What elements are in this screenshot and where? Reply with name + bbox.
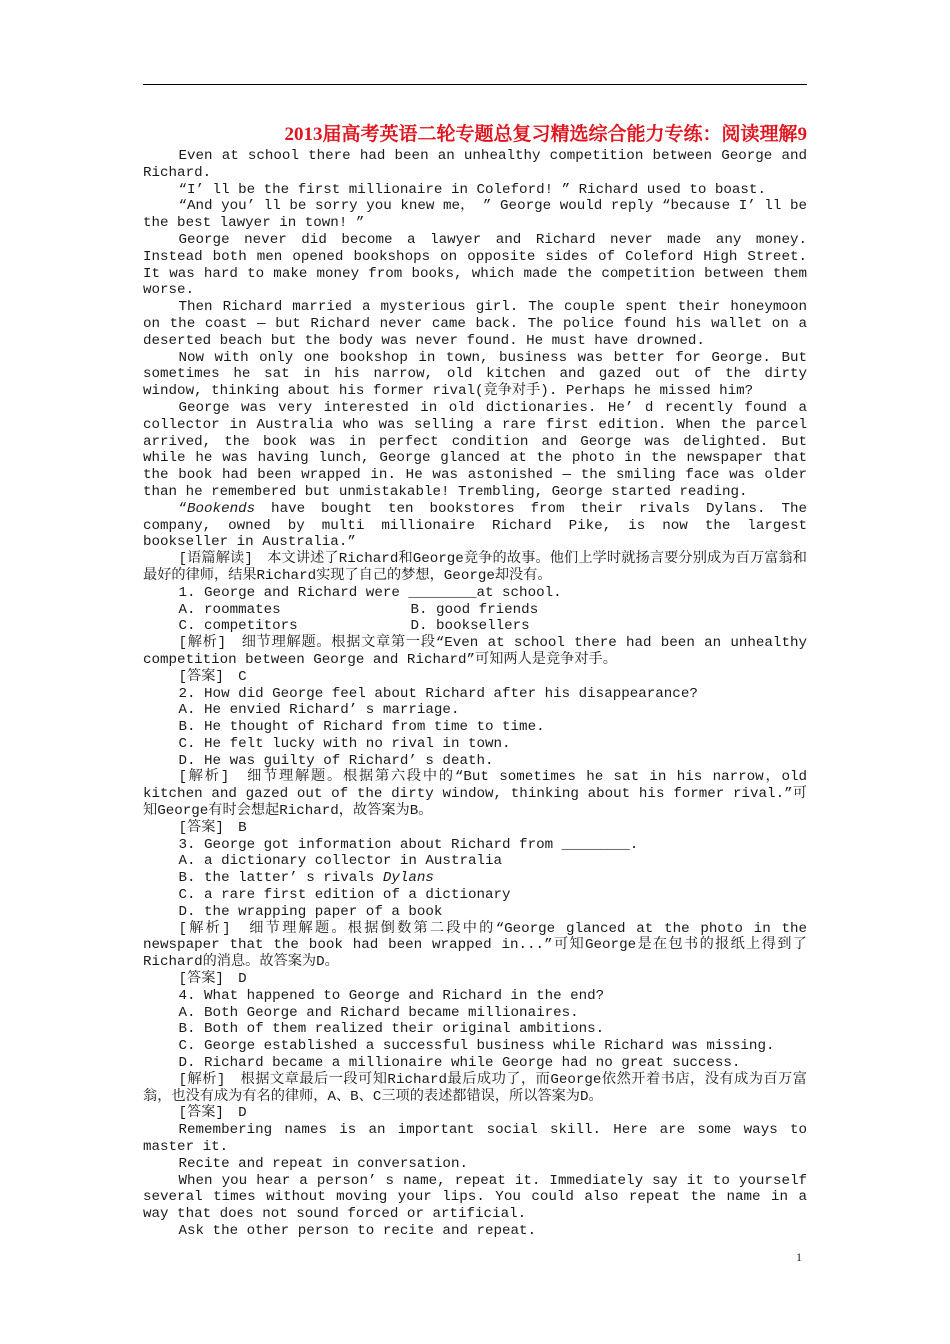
- option-c: C. competitors: [178, 618, 298, 635]
- paragraph: Then Richard married a mysterious girl. The couple spent their honeymoon on the coast — but Richard never came back. The police found his wallet on a deserted beach but the body was never found. He must have drowned.: [143, 299, 807, 349]
- passage-guide: [语篇解读] 本文讲述了Richard和George竞争的故事。他们上学时就扬言要分别成为百万富翁和最好的律师，结果Richard实现了自己的梦想，George却没有。: [143, 551, 807, 584]
- paragraph: Even at school there had been an unhealthy competition between George and Richard.: [143, 148, 807, 181]
- option-b-text: B. the latter’ s rivals: [178, 870, 383, 887]
- option-d: D. booksellers: [410, 618, 530, 635]
- option-d: D. He was guilty of Richard’ s death.: [178, 752, 494, 769]
- option-b: [143, 870, 807, 887]
- question-1-options-row-1: [143, 602, 807, 619]
- italic-name: Bookends: [187, 500, 256, 517]
- option-c: C. George established a successful business while Richard was missing.: [178, 1038, 775, 1055]
- question-3-answer: [答案] D: [178, 971, 247, 988]
- option-d: D. the wrapping paper of a book: [178, 903, 443, 920]
- question-2-stem: 2. How did George feel about Richard after his disappearance?: [178, 685, 698, 702]
- paragraph: George never did become a lawyer and Richard never made any money. Instead both men opened bookshops on opposite sides of Coleford High Street. It was hard to make money from books, which made the competition between them worse.: [143, 231, 807, 299]
- paragraph: “And you’ ll be sorry you knew me， ” George would reply “because I’ ll be the best lawyer in town! ”: [143, 198, 807, 232]
- option-a: A. Both George and Richard became millionaires.: [178, 1004, 579, 1021]
- question-1-options-row-2: [143, 618, 807, 635]
- question-1-stem: 1. George and Richard were ________at school.: [178, 584, 562, 601]
- paragraph: Remembering names is an important social skill. Here are some ways to master it.: [143, 1122, 807, 1156]
- open-quote: “: [178, 500, 188, 517]
- option-b-italic: Dylans: [382, 870, 434, 887]
- paragraph: Ask the other person to recite and repeat.: [178, 1223, 537, 1239]
- option-d: D. Richard became a millionaire while George had no great success.: [178, 1055, 741, 1072]
- option-b: B. good friends: [410, 601, 539, 618]
- option-b: B. Both of them realized their original ambitions.: [178, 1021, 605, 1038]
- option-b: B. He thought of Richard from time to time.: [178, 719, 545, 736]
- option-a: A. a dictionary collector in Australia: [178, 853, 503, 870]
- header-rule: [143, 84, 807, 85]
- question-3-analysis: [解析] 细节理解题。根据倒数第二段中的“George glanced at the photo in the newspaper that the book had been wrapped in...”可知George是在包书的报纸上得到了Richard的消息。故答案为D。: [143, 920, 807, 971]
- paragraph: George was very interested in old dictionaries. He’ d recently found a collector in Australia who was selling a rare first edition. When the parcel arrived, the book was in perfect condition and George was delighted. But while he was having lunch, George glanced at the photo in the newspaper that the book had been wrapped in. He was astonished — the smiling face was older than he remembered but unmistakable! Trembling, George started reading.: [143, 399, 807, 500]
- question-4-stem: 4. What happened to George and Richard in the end?: [178, 987, 605, 1004]
- paragraph-rest: have bought ten bookstores from their rivals Dylans. The company, owned by multi millionaire Richard Pike, is now the largest bookseller in Australia.”: [143, 500, 807, 551]
- page-number: 1: [796, 1250, 802, 1264]
- question-2-answer: [答案] B: [178, 819, 247, 836]
- question-2-analysis: [解析] 细节理解题。根据第六段中的“But sometimes he sat in his narrow，old kitchen and gazed out of the dirty window, thinking about his former rival.”可知George有时会想起Richard，故答案为B。: [143, 769, 807, 820]
- option-a: A. He envied Richard’ s marriage.: [178, 702, 460, 719]
- paragraph-newspaper: [143, 501, 807, 551]
- paragraph: Recite and repeat in conversation.: [178, 1155, 468, 1172]
- document-body: [143, 124, 807, 1240]
- question-4-answer: [答案] D: [178, 1105, 247, 1122]
- option-a: A. roommates: [178, 601, 281, 618]
- paragraph: When you hear a person’ s name, repeat it. Immediately say it to yourself several times without moving your lips. You could also repeat the name in a way that does not sound forced or artificial.: [143, 1172, 807, 1223]
- option-c: C. He felt lucky with no rival in town.: [178, 735, 511, 752]
- paragraph: “I’ ll be the first millionaire in Coleford! ” Richard used to boast.: [178, 181, 766, 198]
- question-4-analysis: [解析] 根据文章最后一段可知Richard最后成功了，而George依然开着书店，没有成为百万富翁，也没有成为有名的律师，A、B、C三项的表述都错误，所以答案为D。: [143, 1071, 807, 1105]
- question-1-answer: [答案] C: [178, 668, 247, 685]
- question-3-stem: 3. George got information about Richard from ________.: [178, 836, 639, 853]
- option-c: C. a rare first edition of a dictionary: [178, 887, 511, 904]
- paragraph: Now with only one bookshop in town, business was better for George. But sometimes he sat in his narrow, old kitchen and gazed out of the dirty window, thinking about his former rival(竞争对手). Perhaps he missed him?: [143, 349, 807, 400]
- document-title: 2013届高考英语二轮专题总复习精选综合能力专练：阅读理解9: [284, 124, 807, 145]
- question-1-analysis: [解析] 细节理解题。根据文章第一段“Even at school there had been an unhealthy competition between George and Richard”可知两人是竞争对手。: [143, 635, 807, 668]
